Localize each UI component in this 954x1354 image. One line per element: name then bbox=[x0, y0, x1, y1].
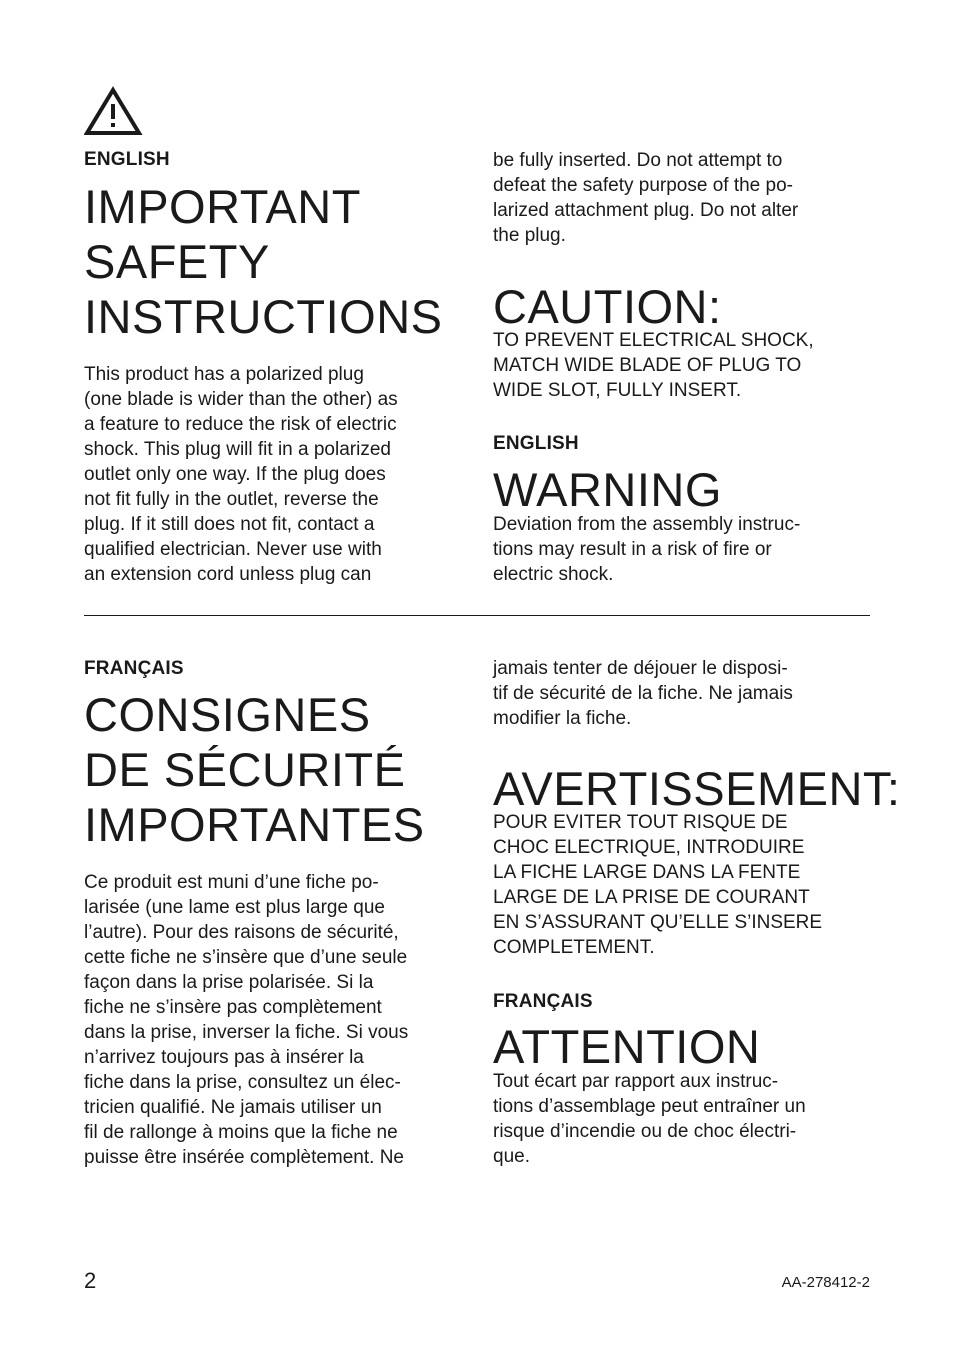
text-line: tricien qualifié. Ne jamais utiliser un bbox=[84, 1097, 382, 1118]
warning-title: WARNING bbox=[493, 463, 722, 516]
text-line: (one blade is wider than the other) as bbox=[84, 389, 398, 410]
avertissement-title: AVERTISSEMENT: bbox=[493, 762, 901, 815]
text-line: puisse être insérée complètement. Ne bbox=[84, 1147, 404, 1168]
text-line: fil de rallonge à moins que la fiche ne bbox=[84, 1122, 398, 1143]
french-title bbox=[84, 687, 425, 852]
english-language-label: ENGLISH bbox=[84, 149, 170, 170]
text-line: façon dans la prise polarisée. Si la bbox=[84, 972, 374, 993]
text-line: n’arrivez toujours pas à insérer la bbox=[84, 1047, 364, 1068]
text-line: que. bbox=[493, 1146, 530, 1167]
text-line: a feature to reduce the risk of electric bbox=[84, 414, 397, 435]
text-line: not fit fully in the outlet, reverse the bbox=[84, 489, 379, 510]
text-line: fiche ne s’insère pas complètement bbox=[84, 997, 382, 1018]
section-divider bbox=[84, 615, 870, 616]
english-body-continued bbox=[493, 148, 798, 248]
text-line: Deviation from the assembly instruc- bbox=[493, 514, 801, 535]
text-line: larisée (une lame est plus large que bbox=[84, 897, 386, 918]
text-line: Tout écart par rapport aux instruc- bbox=[493, 1071, 779, 1092]
text-line: tions may result in a risk of fire or bbox=[493, 539, 772, 560]
text-line: POUR EVITER TOUT RISQUE DE bbox=[493, 812, 788, 833]
text-line: modifier la fiche. bbox=[493, 708, 632, 729]
english-title-line: INSTRUCTIONS bbox=[84, 290, 443, 343]
text-line: l’autre). Pour des raisons de sécurité, bbox=[84, 922, 399, 943]
text-line: tif de sécurité de la fiche. Ne jamais bbox=[493, 683, 793, 704]
attention-language-label: FRANÇAIS bbox=[493, 991, 593, 1012]
text-line: outlet only one way. If the plug does bbox=[84, 464, 386, 485]
text-line: cette fiche ne s’insère que d’une seule bbox=[84, 947, 408, 968]
text-line: MATCH WIDE BLADE OF PLUG TO bbox=[493, 355, 802, 376]
text-line: defeat the safety purpose of the po- bbox=[493, 175, 793, 196]
warning-language-label: ENGLISH bbox=[493, 433, 579, 454]
text-line: fiche dans la prise, consultez un élec- bbox=[84, 1072, 401, 1093]
text-line: COMPLETEMENT. bbox=[493, 937, 655, 958]
english-body bbox=[84, 362, 398, 587]
text-line: be fully inserted. Do not attempt to bbox=[493, 150, 783, 171]
caution-title: CAUTION: bbox=[493, 280, 722, 333]
text-line: WIDE SLOT, FULLY INSERT. bbox=[493, 380, 742, 401]
text-line: TO PREVENT ELECTRICAL SHOCK, bbox=[493, 330, 814, 351]
french-body bbox=[84, 870, 408, 1170]
attention-text bbox=[493, 1069, 806, 1169]
english-title-line: IMPORTANT bbox=[84, 180, 361, 233]
text-line: risque d’incendie ou de choc électri- bbox=[493, 1121, 797, 1142]
text-line: tions d’assemblage peut entraîner un bbox=[493, 1096, 806, 1117]
caution-text bbox=[493, 328, 814, 403]
text-line: dans la prise, inverser la fiche. Si vous bbox=[84, 1022, 409, 1043]
text-line: shock. This plug will fit in a polarized bbox=[84, 439, 391, 460]
text-line: EN S’ASSURANT QU’ELLE S’INSERE bbox=[493, 912, 823, 933]
text-line: qualified electrician. Never use with bbox=[84, 539, 382, 560]
text-line: CHOC ELECTRIQUE, INTRODUIRE bbox=[493, 837, 805, 858]
french-language-label: FRANÇAIS bbox=[84, 658, 184, 679]
text-line: electric shock. bbox=[493, 564, 614, 585]
page-number: 2 bbox=[84, 1268, 97, 1293]
text-line: LARGE DE LA PRISE DE COURANT bbox=[493, 887, 810, 908]
text-line: Ce produit est muni d’une fiche po- bbox=[84, 872, 379, 893]
french-title-line: DE SÉCURITÉ bbox=[84, 743, 406, 796]
warning-text bbox=[493, 512, 800, 587]
text-line: the plug. bbox=[493, 225, 566, 246]
text-line: an extension cord unless plug can bbox=[84, 564, 372, 585]
french-title-line: IMPORTANTES bbox=[84, 798, 425, 851]
text-line: larized attachment plug. Do not alter bbox=[493, 200, 799, 221]
french-title-line: CONSIGNES bbox=[84, 688, 371, 741]
english-title bbox=[84, 179, 443, 344]
document-code: AA-278412-2 bbox=[781, 1274, 870, 1291]
warning-triangle-icon bbox=[84, 86, 144, 136]
text-line: jamais tenter de déjouer le disposi- bbox=[493, 658, 788, 679]
text-line: This product has a polarized plug bbox=[84, 364, 364, 385]
text-line: LA FICHE LARGE DANS LA FENTE bbox=[493, 862, 801, 883]
text-line: plug. If it still does not fit, contact a bbox=[84, 514, 375, 535]
french-body-continued bbox=[493, 656, 793, 731]
english-title-line: SAFETY bbox=[84, 235, 270, 288]
attention-title: ATTENTION bbox=[493, 1020, 761, 1073]
avertissement-text bbox=[493, 810, 822, 960]
